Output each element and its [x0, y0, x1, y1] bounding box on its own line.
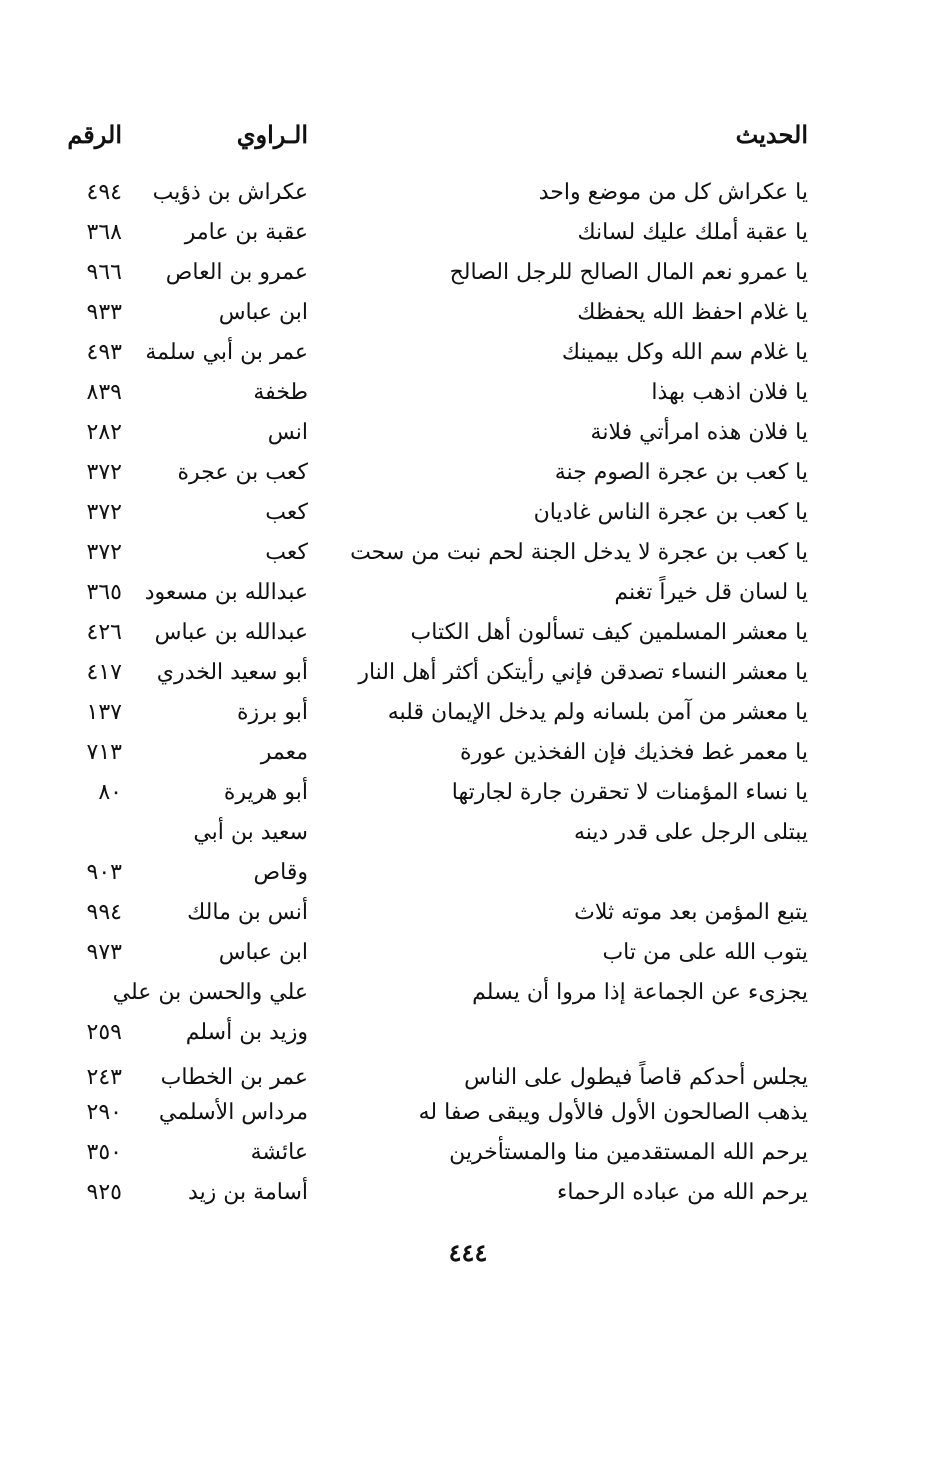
- hadith-number: ١٣٧: [86, 700, 122, 725]
- hadith-text: يا كعب بن عجرة الصوم جنة: [554, 460, 808, 485]
- narrator-name: عبدالله بن مسعود: [144, 580, 308, 605]
- hadith-number: ٣٦٨: [86, 220, 122, 245]
- hadith-text: يجزىء عن الجماعة إذا مروا أن يسلم: [472, 980, 808, 1005]
- narrator-name: طخفة: [253, 380, 308, 405]
- table-row: [0, 1058, 936, 1098]
- hadith-number: ٤٢٦: [86, 620, 122, 645]
- table-row: [0, 1093, 936, 1133]
- hadith-number: ٩٣٣: [86, 300, 122, 325]
- hadith-number: [32, 813, 122, 853]
- hadith-number: ٣٧٢: [86, 500, 122, 525]
- hadith-number: ٣٥٠: [86, 1140, 122, 1165]
- narrator-name: أنس بن مالك: [187, 900, 308, 925]
- table-row: [0, 973, 936, 1013]
- hadith-text: يا نساء المؤمنات لا تحقرن جارة لجارتها: [451, 780, 808, 805]
- table-row: [0, 253, 936, 293]
- table-row: [0, 813, 936, 853]
- hadith-text: يرحم الله من عباده الرحماء: [556, 1180, 808, 1205]
- table-row: [0, 333, 936, 373]
- hadith-number: ٨٠: [98, 780, 122, 805]
- narrator-name: ابن عباس: [218, 940, 308, 965]
- narrator-name: وقاص: [253, 860, 308, 885]
- narrator-name: كعب: [265, 500, 308, 525]
- table-row: [0, 1013, 936, 1053]
- narrator-name: أبو هريرة: [223, 780, 308, 805]
- hadith-text: يا كعب بن عجرة لا يدخل الجنة لحم نبت من سحت: [350, 540, 808, 565]
- hadith-number: [32, 973, 122, 1013]
- page-number: ٤٤٤: [448, 1238, 488, 1267]
- hadith-text: [308, 853, 808, 893]
- table-row: [0, 693, 936, 733]
- narrator-name: أسامة بن زيد: [188, 1180, 308, 1205]
- hadith-text: يا غلام سم الله وكل بيمينك: [561, 340, 808, 365]
- narrator-name: عمر بن أبي سلمة: [145, 340, 308, 365]
- hadith-text: [308, 1013, 808, 1053]
- hadith-number: ٩٢٥: [86, 1180, 122, 1205]
- table-row: [0, 1173, 936, 1213]
- narrator-name: أبو برزة: [236, 700, 308, 725]
- narrator-name: سعيد بن أبي: [193, 820, 308, 845]
- narrator-name: عقبة بن عامر: [184, 220, 308, 245]
- table-row: [0, 853, 936, 893]
- hadith-number: ٤٩٣: [86, 340, 122, 365]
- hadith-text: يذهب الصالحون الأول فالأول ويبقى صفا له: [418, 1100, 808, 1125]
- hadith-number: ٤٩٤: [86, 180, 122, 205]
- narrator-name: ابن عباس: [218, 300, 308, 325]
- narrator-name: عمرو بن العاص: [165, 260, 308, 285]
- hadith-number: ٢٩٠: [86, 1100, 122, 1125]
- hadith-number: ٣٧٢: [86, 460, 122, 485]
- hadith-text: يرحم الله المستقدمين منا والمستأخرين: [449, 1140, 808, 1165]
- narrator-name: انس: [267, 420, 308, 445]
- table-row: [0, 453, 936, 493]
- hadith-text: يا عمرو نعم المال الصالح للرجل الصالح: [449, 260, 808, 285]
- hadith-text: يا لسان قل خيراً تغنم: [614, 580, 808, 605]
- hadith-text: يا معمر غط فخذيك فإن الفخذين عورة: [460, 740, 808, 765]
- table-row: [0, 1133, 936, 1173]
- hadith-number: ٣٧٢: [86, 540, 122, 565]
- hadith-text: يتوب الله على من تاب: [602, 940, 808, 965]
- hadith-number: ٩٦٦: [86, 260, 122, 285]
- hadith-text: يا فلان اذهب بهذا: [651, 380, 808, 405]
- table-row: [0, 773, 936, 813]
- hadith-number: ٩٧٣: [86, 940, 122, 965]
- narrator-name: كعب: [265, 540, 308, 565]
- narrator-name: كعب بن عجرة: [177, 460, 308, 485]
- hadith-number: ٨٣٩: [86, 380, 122, 405]
- table-row: [0, 573, 936, 613]
- hadith-text: يبتلى الرجل على قدر دينه: [574, 820, 808, 845]
- table-row: [0, 213, 936, 253]
- hadith-text: يا عقبة أملك عليك لسانك: [577, 220, 808, 245]
- hadith-number: ٢٤٣: [86, 1065, 122, 1090]
- table-row: [0, 293, 936, 333]
- header-narrator: الـراوي: [236, 120, 308, 149]
- table-row: [0, 733, 936, 773]
- narrator-name: عكراش بن ذؤيب: [152, 180, 308, 205]
- table-header: [0, 115, 936, 155]
- narrator-name: عائشة: [250, 1140, 308, 1165]
- narrator-name: وزيد بن أسلم: [185, 1020, 308, 1045]
- narrator-name: أبو سعيد الخدري: [156, 660, 308, 685]
- table-row: [0, 933, 936, 973]
- table-row: [0, 533, 936, 573]
- table-row: [0, 893, 936, 933]
- table-row: [0, 173, 936, 213]
- table-row: [0, 653, 936, 693]
- table-row: [0, 493, 936, 533]
- hadith-number: ٩٩٤: [86, 900, 122, 925]
- hadith-text: يا عكراش كل من موضع واحد: [538, 180, 808, 205]
- narrator-name: معمر: [260, 740, 308, 765]
- hadith-text: يا معشر من آمن بلسانه ولم يدخل الإيمان قلبه: [387, 700, 808, 725]
- hadith-text: يا معشر المسلمين كيف تسألون أهل الكتاب: [410, 620, 808, 645]
- header-number: الرقم: [67, 120, 122, 149]
- hadith-text: يا فلان هذه امرأتي فلانة: [590, 420, 808, 445]
- narrator-name: علي والحسن بن علي: [112, 980, 308, 1005]
- table-row: [0, 613, 936, 653]
- hadith-text: يجلس أحدكم قاصاً فيطول على الناس: [464, 1065, 808, 1090]
- narrator-name: عمر بن الخطاب: [160, 1065, 308, 1090]
- hadith-text: يا غلام احفظ الله يحفظك: [577, 300, 808, 325]
- hadith-number: ٩٠٣: [86, 860, 122, 885]
- header-hadith: الحديث: [735, 120, 808, 149]
- hadith-number: ٢٥٩: [86, 1020, 122, 1045]
- hadith-number: ٤١٧: [86, 660, 122, 685]
- hadith-text: يا معشر النساء تصدقن فإني رأيتكن أكثر أهل النار: [358, 660, 808, 685]
- hadith-number: ٧١٣: [86, 740, 122, 765]
- hadith-number: ٣٦٥: [86, 580, 122, 605]
- hadith-text: يا كعب بن عجرة الناس غاديان: [533, 500, 808, 525]
- hadith-number: ٢٨٢: [86, 420, 122, 445]
- table-row: [0, 413, 936, 453]
- hadith-text: يتبع المؤمن بعد موته ثلاث: [574, 900, 808, 925]
- table-row: [0, 373, 936, 413]
- narrator-name: مرداس الأسلمي: [158, 1100, 308, 1125]
- narrator-name: عبدالله بن عباس: [154, 620, 308, 645]
